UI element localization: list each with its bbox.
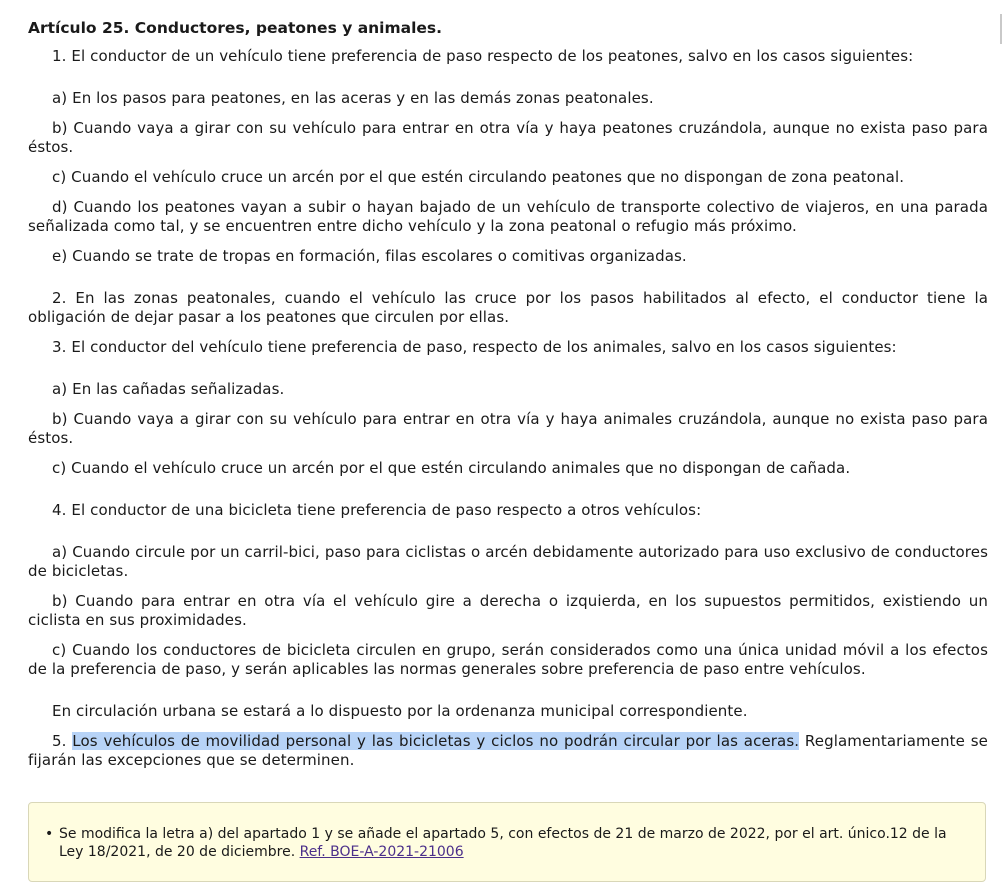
paragraph-1b: b) Cuando vaya a girar con su vehículo para entrar en otra vía y haya peatones cruzándola, aunque no exista paso para éstos.	[28, 119, 988, 156]
paragraph-3: 3. El conductor del vehículo tiene preferencia de paso, respecto de los animales, salvo en los casos siguientes:	[52, 338, 897, 356]
note-item	[45, 825, 967, 861]
paragraph-5-rest: Reglamentariamente se fijarán las excepciones que se determinen.	[28, 732, 988, 769]
paragraph-5	[28, 732, 988, 770]
note-list	[45, 825, 967, 861]
paragraph-1a: a) En los pasos para peatones, en las aceras y en las demás zonas peatonales.	[52, 89, 654, 107]
selected-text-highlight[interactable]: Los vehículos de movilidad personal y las bicicletas y ciclos no podrán circular por las aceras.	[72, 732, 800, 750]
paragraph-4: 4. El conductor de una bicicleta tiene preferencia de paso respecto a otros vehículos:	[52, 501, 702, 519]
paragraph-3c: c) Cuando el vehículo cruce un arcén por el que estén circulando animales que no dispongan de cañada.	[52, 459, 851, 477]
paragraph-1c: c) Cuando el vehículo cruce un arcén por el que estén circulando peatones que no dispongan de zona peatonal.	[52, 168, 905, 186]
modification-note	[28, 802, 986, 882]
paragraph-2: 2. En las zonas peatonales, cuando el vehículo las cruce por los pasos habilitados al efecto, el conductor tiene la obligación de dejar pasar a los peatones que circulen por ellas.	[28, 289, 988, 326]
paragraph-1: 1. El conductor de un vehículo tiene preferencia de paso respecto de los peatones, salvo en los casos siguientes:	[52, 47, 914, 65]
article-content	[28, 16, 988, 781]
paragraph-1d: d) Cuando los peatones vayan a subir o hayan bajado de un vehículo de transporte colectivo de viajeros, en una parada señalizada como tal, y se encuentren entre dicho vehículo y la zona peatonal o refugio más próximo.	[28, 198, 988, 235]
article-title: Artículo 25. Conductores, peatones y animales.	[28, 19, 443, 37]
note-text: Se modifica la letra a) del apartado 1 y se añade el apartado 5, con efectos de 21 de marzo de 2022, por el art. único.12 de la Ley 18/2021, de 20 de diciembre.	[59, 826, 947, 860]
paragraph-4a: a) Cuando circule por un carril-bici, paso para ciclistas o arcén debidamente autorizado para uso exclusivo de conductores de bicicletas.	[28, 543, 988, 580]
boe-reference-link[interactable]: Ref. BOE-A-2021-21006	[299, 844, 464, 860]
paragraph-1e: e) Cuando se trate de tropas en formación, filas escolares o comitivas organizadas.	[52, 247, 687, 265]
paragraph-4b: b) Cuando para entrar en otra vía el vehículo gire a derecha o izquierda, en los supuestos permitidos, existiendo un ciclista en sus proximidades.	[28, 592, 988, 629]
paragraph-3b: b) Cuando vaya a girar con su vehículo para entrar en otra vía y haya animales cruzándola, aunque no exista paso para éstos.	[28, 410, 988, 447]
paragraph-5-number: 5.	[52, 732, 73, 750]
paragraph-urbana: En circulación urbana se estará a lo dispuesto por la ordenanza municipal correspondiente.	[52, 702, 748, 720]
bullet-icon: •	[45, 826, 54, 842]
paragraph-4c: c) Cuando los conductores de bicicleta circulen en grupo, serán considerados como una única unidad móvil a los efectos de la preferencia de paso, y serán aplicables las normas generales sobre preferencia de paso entre vehículos.	[28, 641, 988, 678]
paragraph-3a: a) En las cañadas señalizadas.	[52, 380, 285, 398]
